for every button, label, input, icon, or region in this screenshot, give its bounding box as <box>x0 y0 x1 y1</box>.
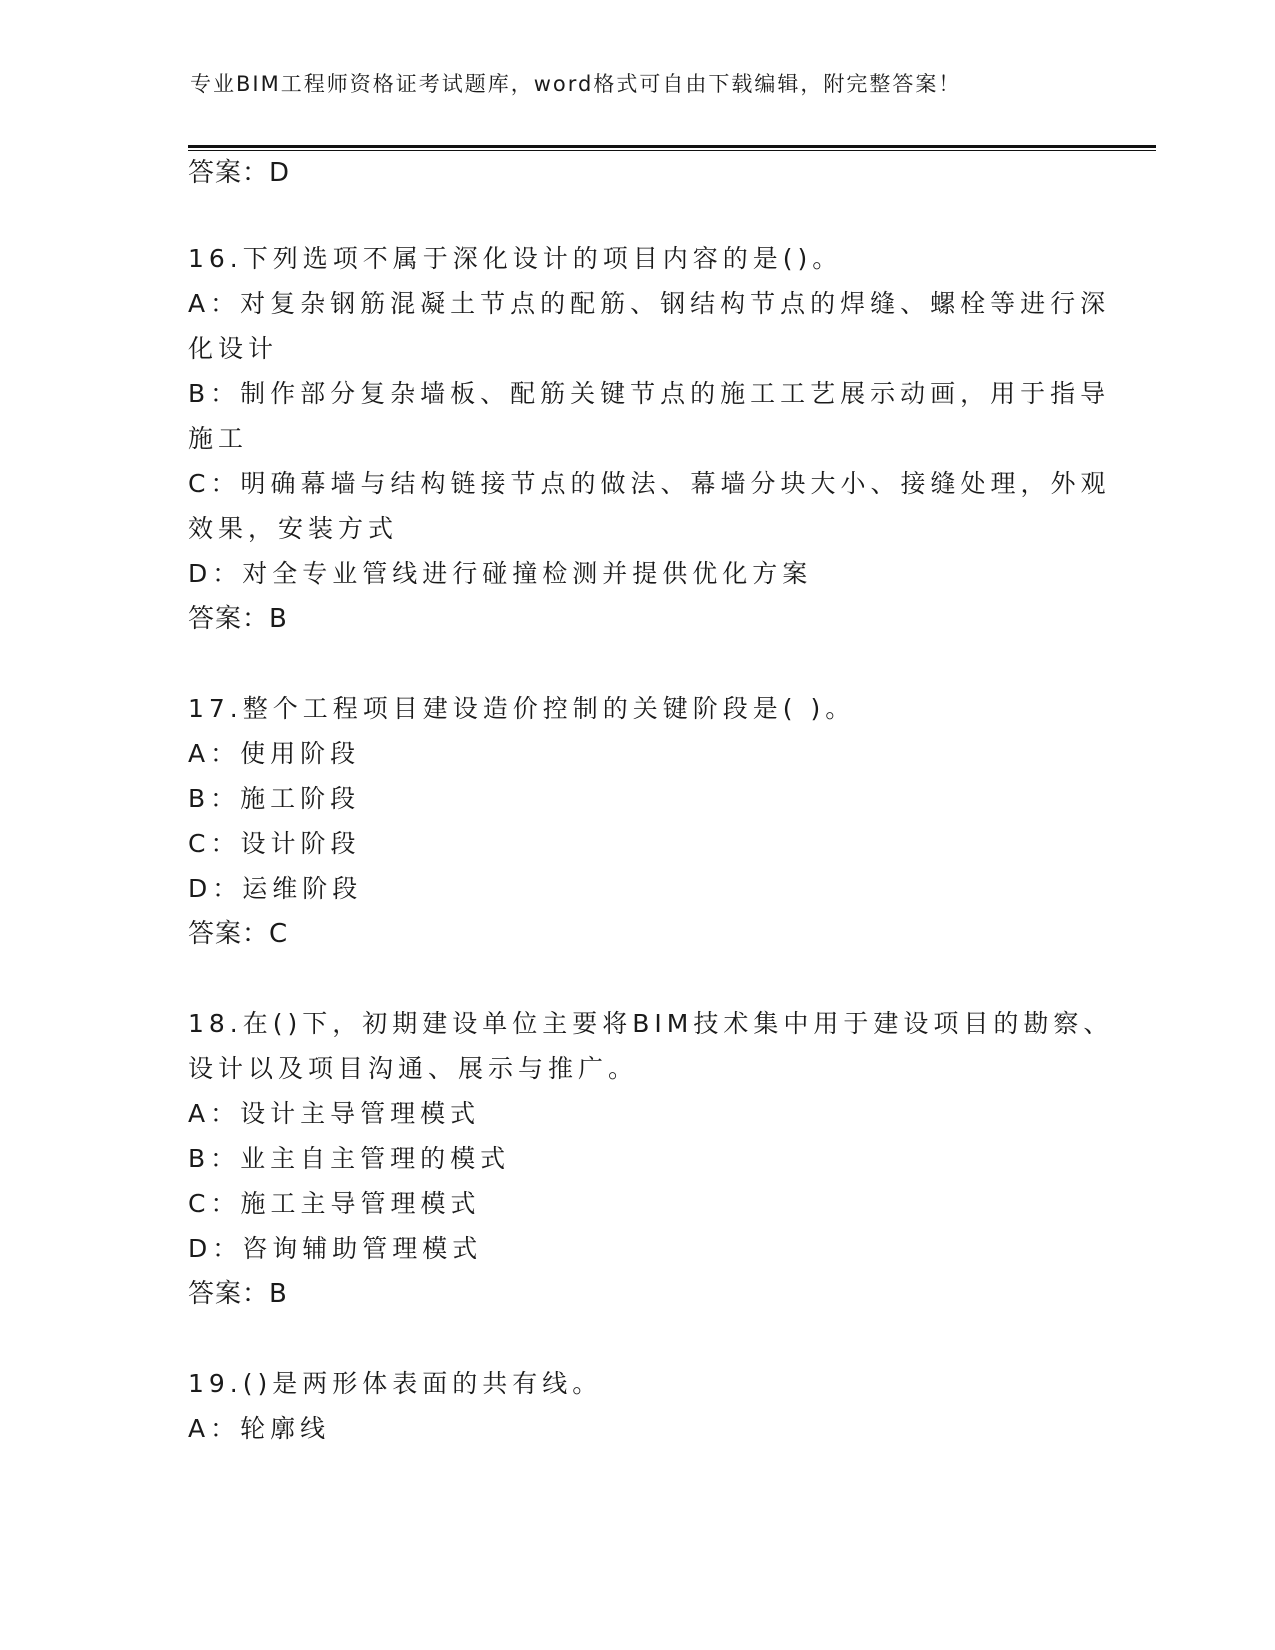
q18-option-a: A：设计主导管理模式 <box>188 1099 481 1128</box>
q18-question-line1: 18.在()下，初期建设单位主要将BIM技术集中用于建设项目的勘察、 <box>188 1009 1114 1038</box>
q17-option-b: B：施工阶段 <box>188 784 361 813</box>
q19-question: 19.()是两形体表面的共有线。 <box>188 1369 603 1398</box>
q16-option-b-line2: 施工 <box>188 424 249 453</box>
q19-option-a: A：轮廓线 <box>188 1414 331 1443</box>
q17-answer: 答案：C <box>188 919 289 949</box>
q18-option-c: C：施工主导管理模式 <box>188 1189 481 1218</box>
q18-question-line2: 设计以及项目沟通、展示与推广。 <box>188 1054 639 1083</box>
q17-option-d: D：运维阶段 <box>188 874 363 903</box>
q16-option-d: D：对全专业管线进行碰撞检测并提供优化方案 <box>188 559 813 588</box>
q18-answer: 答案：B <box>188 1279 288 1309</box>
q16-question: 16.下列选项不属于深化设计的项目内容的是()。 <box>188 244 843 273</box>
q16-option-c-line1: C：明确幕墙与结构链接节点的做法、幕墙分块大小、接缝处理，外观 <box>188 469 1111 498</box>
q18-option-b: B：业主自主管理的模式 <box>188 1144 511 1173</box>
q16-option-a-line2: 化设计 <box>188 334 279 363</box>
previous-answer: 答案：D <box>188 158 291 188</box>
q17-option-c: C：设计阶段 <box>188 829 361 858</box>
q17-question: 17.整个工程项目建设造价控制的关键阶段是( )。 <box>188 694 856 723</box>
q16-answer: 答案：B <box>188 604 288 634</box>
q18-option-d: D：咨询辅助管理模式 <box>188 1234 483 1263</box>
header-rule-thick <box>188 145 1156 148</box>
page-header: 专业BIM工程师资格证考试题库，word格式可自由下载编辑，附完整答案！ <box>190 72 962 96</box>
q16-option-c-line2: 效果，安装方式 <box>188 514 399 543</box>
q17-option-a: A：使用阶段 <box>188 739 361 768</box>
header-rule-thin <box>188 150 1156 151</box>
q16-option-b-line1: B：制作部分复杂墙板、配筋关键节点的施工工艺展示动画，用于指导 <box>188 379 1111 408</box>
q16-option-a-line1: A：对复杂钢筋混凝土节点的配筋、钢结构节点的焊缝、螺栓等进行深 <box>188 289 1111 318</box>
